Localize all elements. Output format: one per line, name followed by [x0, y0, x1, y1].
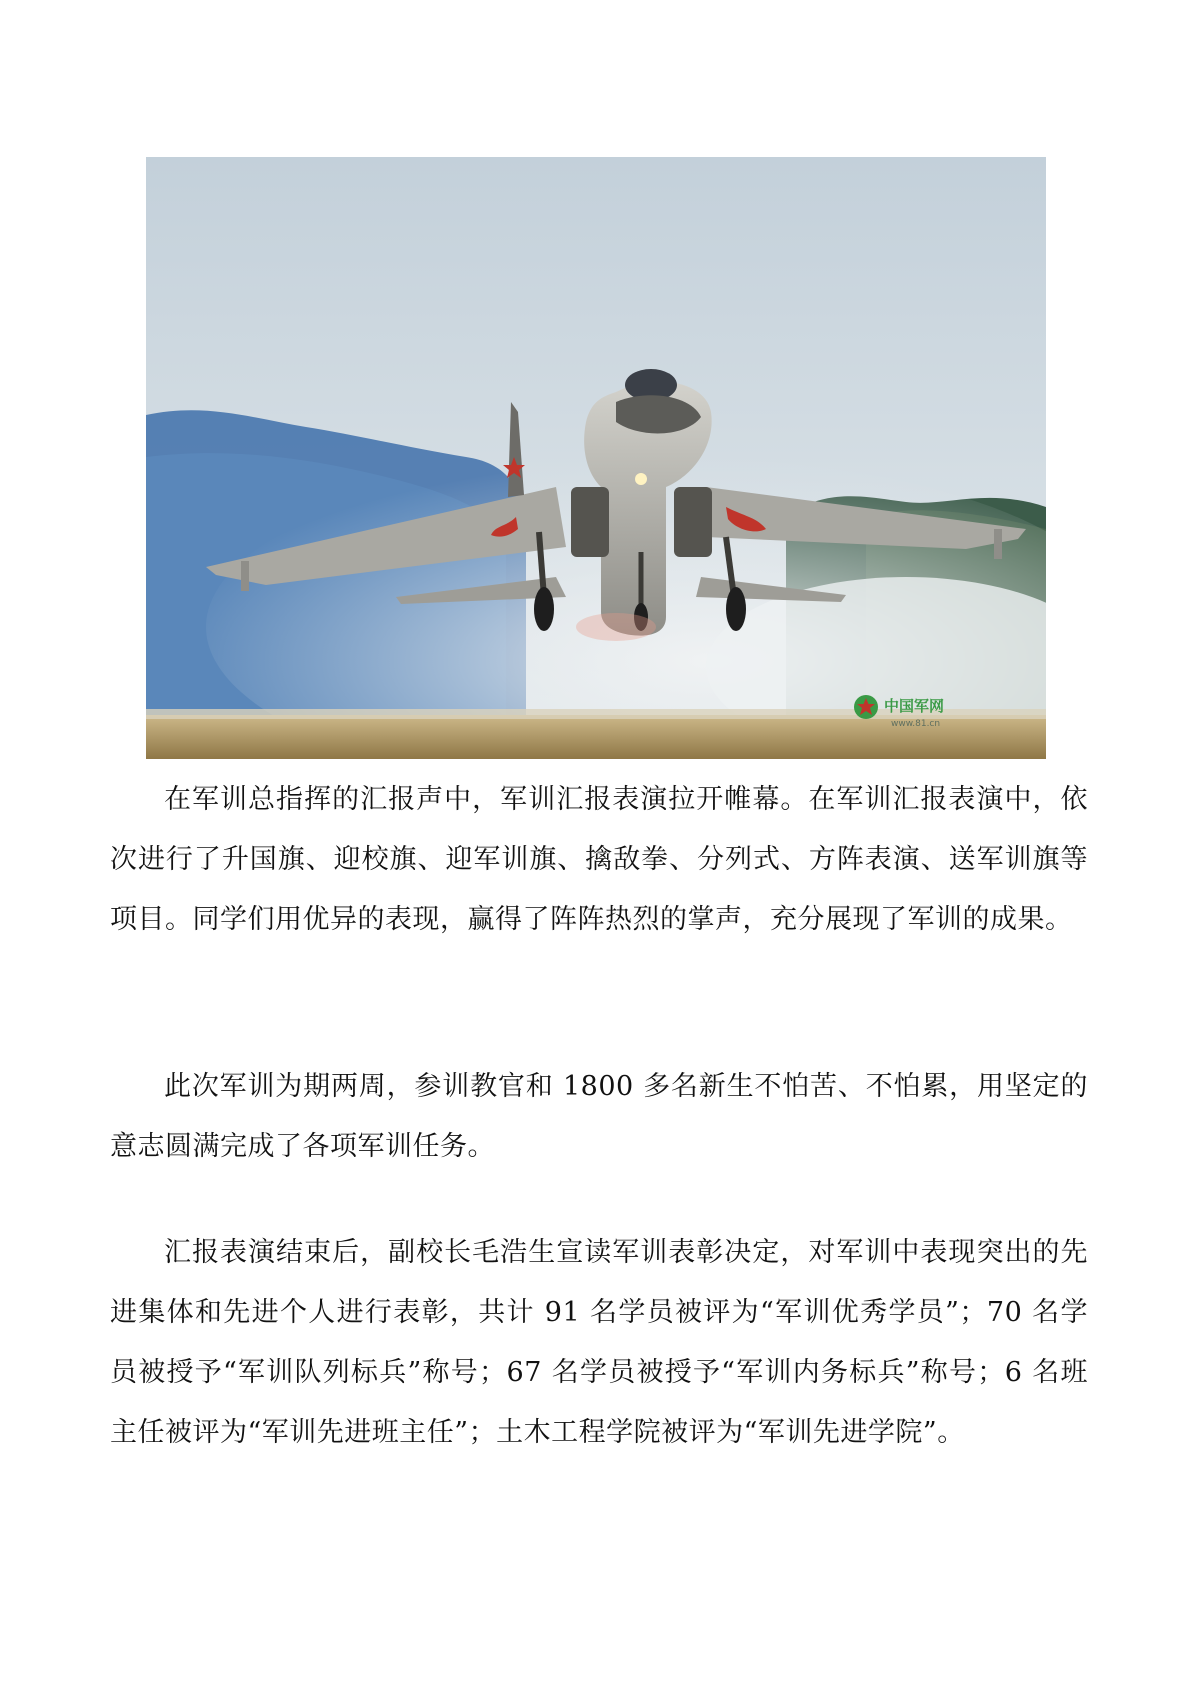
paragraph-training-duration: 此次军训为期两周，参训教官和 1800 多名新生不怕苦、不怕累，用坚定的意志圆满完成了各项军训任务。 — [110, 1071, 1088, 1162]
left-intake — [571, 487, 609, 557]
right-wheel — [726, 587, 746, 631]
fighter-jet-photo — [146, 157, 1046, 759]
left-wheel — [534, 587, 554, 631]
left-missile — [241, 561, 249, 591]
paragraph-performance: 在军训总指挥的汇报声中，军训汇报表演拉开帷幕。在军训汇报表演中，依次进行了升国旗、迎校旗、迎军训旗、擒敌拳、分列式、方阵表演、送军训旗等项目。同学们用优异的表现，赢得了阵阵热烈的掌声，充分展现了军训的成果。 — [110, 784, 1088, 935]
paragraph-awards: 汇报表演结束后，副校长毛浩生宣读军训表彰决定，对军训中表现突出的先进集体和先进个人进行表彰，共计 91 名学员被评为“军训优秀学员”；70 名学员被授予“军训队列标兵”称号；67 名学员被授予“军训内务标兵”称号；6 名班主任被评为“军训先进班主任”；土木工程学院被评为“军训先进学院”。 — [110, 1237, 1088, 1448]
engine-glow — [576, 613, 656, 641]
watermark-url: www.81.cn — [891, 719, 941, 729]
watermark-text: 中国军网 — [884, 697, 945, 715]
right-missile — [994, 529, 1002, 559]
fighter-jet-illustration — [146, 157, 1046, 759]
right-intake — [674, 487, 712, 557]
landing-light — [635, 473, 647, 485]
